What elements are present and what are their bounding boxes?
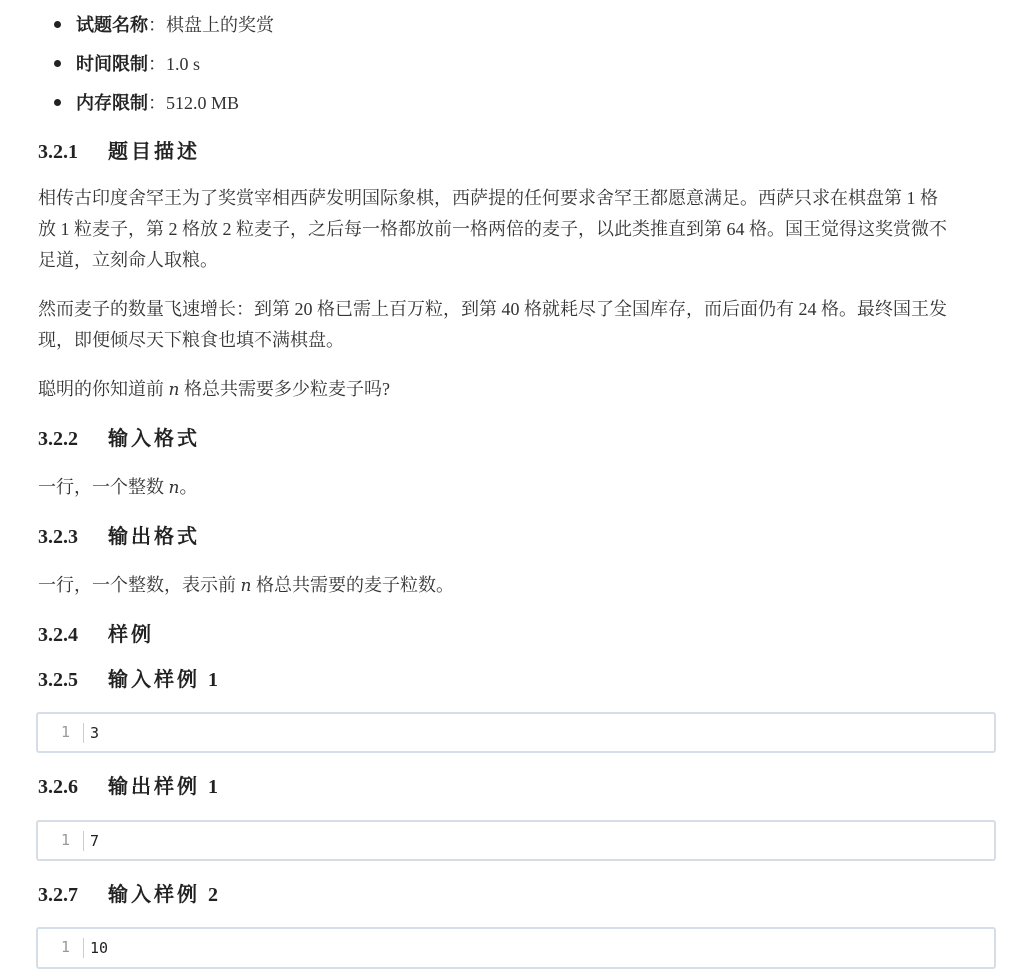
section-heading-output-format [38, 523, 200, 551]
math-variable: n [168, 478, 180, 498]
text-fragment: 聪明的你知道前 [38, 379, 169, 399]
bullet-icon [54, 21, 61, 28]
section-title: 题目描述 [108, 141, 200, 163]
text-fragment: 格总共需要多少粒麦子吗? [179, 379, 390, 399]
section-title: 输入样例 2 [108, 884, 221, 906]
meta-key: 试题名称 [76, 15, 148, 35]
meta-value: 棋盘上的奖赏 [166, 15, 274, 35]
text-line: 放 1 粒麦子，第 2 格放 2 粒麦子，之后每一格都放前一格两倍的麦子，以此类推直到第 64 格。国王觉得这奖赏微不 [38, 219, 947, 239]
input-format-text [38, 472, 996, 504]
text-fragment: 。 [179, 477, 198, 497]
description-paragraph-2 [38, 294, 996, 356]
section-heading-samples [38, 621, 154, 649]
section-title: 输出样例 1 [108, 776, 221, 798]
section-heading-input-format [38, 425, 200, 453]
section-title: 输入样例 1 [108, 669, 221, 691]
code-block-sample-input-2[interactable] [36, 927, 996, 969]
output-format-text [38, 570, 996, 602]
text-line: 足道，立刻命人取粮。 [38, 250, 218, 270]
meta-value: 1.0 s [166, 54, 201, 74]
text-line: 相传古印度舍罕王为了奖赏宰相西萨发明国际象棋，西萨提的任何要求舍罕王都愿意满足。西萨只求在棋盘第 1 格 [38, 188, 938, 208]
text-fragment: 一行，一个整数 [38, 477, 169, 497]
code-text[interactable]: 3 [90, 724, 100, 742]
text-fragment: 格总共需要的麦子粒数。 [251, 575, 454, 595]
math-variable: n [168, 380, 180, 400]
meta-sep: ： [148, 93, 166, 113]
gutter-divider [83, 723, 84, 743]
text-line: 然而麦子的数量飞速增长：到第 20 格已需上百万粒，到第 40 格就耗尽了全国库存，而后面仍有 24 格。最终国王发 [38, 299, 947, 319]
section-heading-sample-input-2 [38, 881, 221, 909]
line-number: 1 [60, 938, 70, 956]
code-text[interactable]: 7 [90, 832, 100, 850]
section-title: 输入格式 [108, 428, 200, 450]
meta-key: 内存限制 [76, 93, 148, 113]
meta-value: 512.0 MB [166, 93, 240, 113]
gutter-divider [83, 831, 84, 851]
section-number: 3.2.2 [38, 428, 78, 450]
description-paragraph-1 [38, 183, 996, 276]
gutter-divider [83, 938, 84, 958]
code-block-sample-output-1[interactable] [36, 820, 996, 861]
meta-item-title [38, 8, 274, 47]
line-number: 1 [60, 831, 70, 849]
section-number: 3.2.6 [38, 776, 78, 798]
line-number: 1 [60, 723, 70, 741]
section-number: 3.2.1 [38, 141, 78, 163]
code-text[interactable]: 10 [90, 939, 109, 957]
section-title: 输出格式 [108, 526, 200, 548]
code-block-sample-input-1[interactable] [36, 712, 996, 753]
section-number: 3.2.3 [38, 526, 78, 548]
section-heading-sample-output-1 [38, 773, 221, 801]
text-line: 现，即便倾尽天下粮食也填不满棋盘。 [38, 330, 344, 350]
meta-key: 时间限制 [76, 54, 148, 74]
meta-item-time-limit [38, 47, 274, 86]
section-number: 3.2.7 [38, 884, 78, 906]
meta-sep: ： [148, 15, 166, 35]
section-heading-description [38, 138, 200, 166]
problem-meta-list [38, 8, 274, 125]
bullet-icon [54, 60, 61, 67]
section-title: 样例 [108, 624, 154, 646]
meta-sep: ： [148, 54, 166, 74]
section-number: 3.2.5 [38, 669, 78, 691]
section-number: 3.2.4 [38, 624, 78, 646]
text-fragment: 一行，一个整数，表示前 [38, 575, 241, 595]
meta-item-memory-limit [38, 86, 274, 125]
bullet-icon [54, 99, 61, 106]
description-paragraph-3 [38, 374, 996, 406]
section-heading-sample-input-1 [38, 666, 221, 694]
math-variable: n [240, 576, 252, 596]
